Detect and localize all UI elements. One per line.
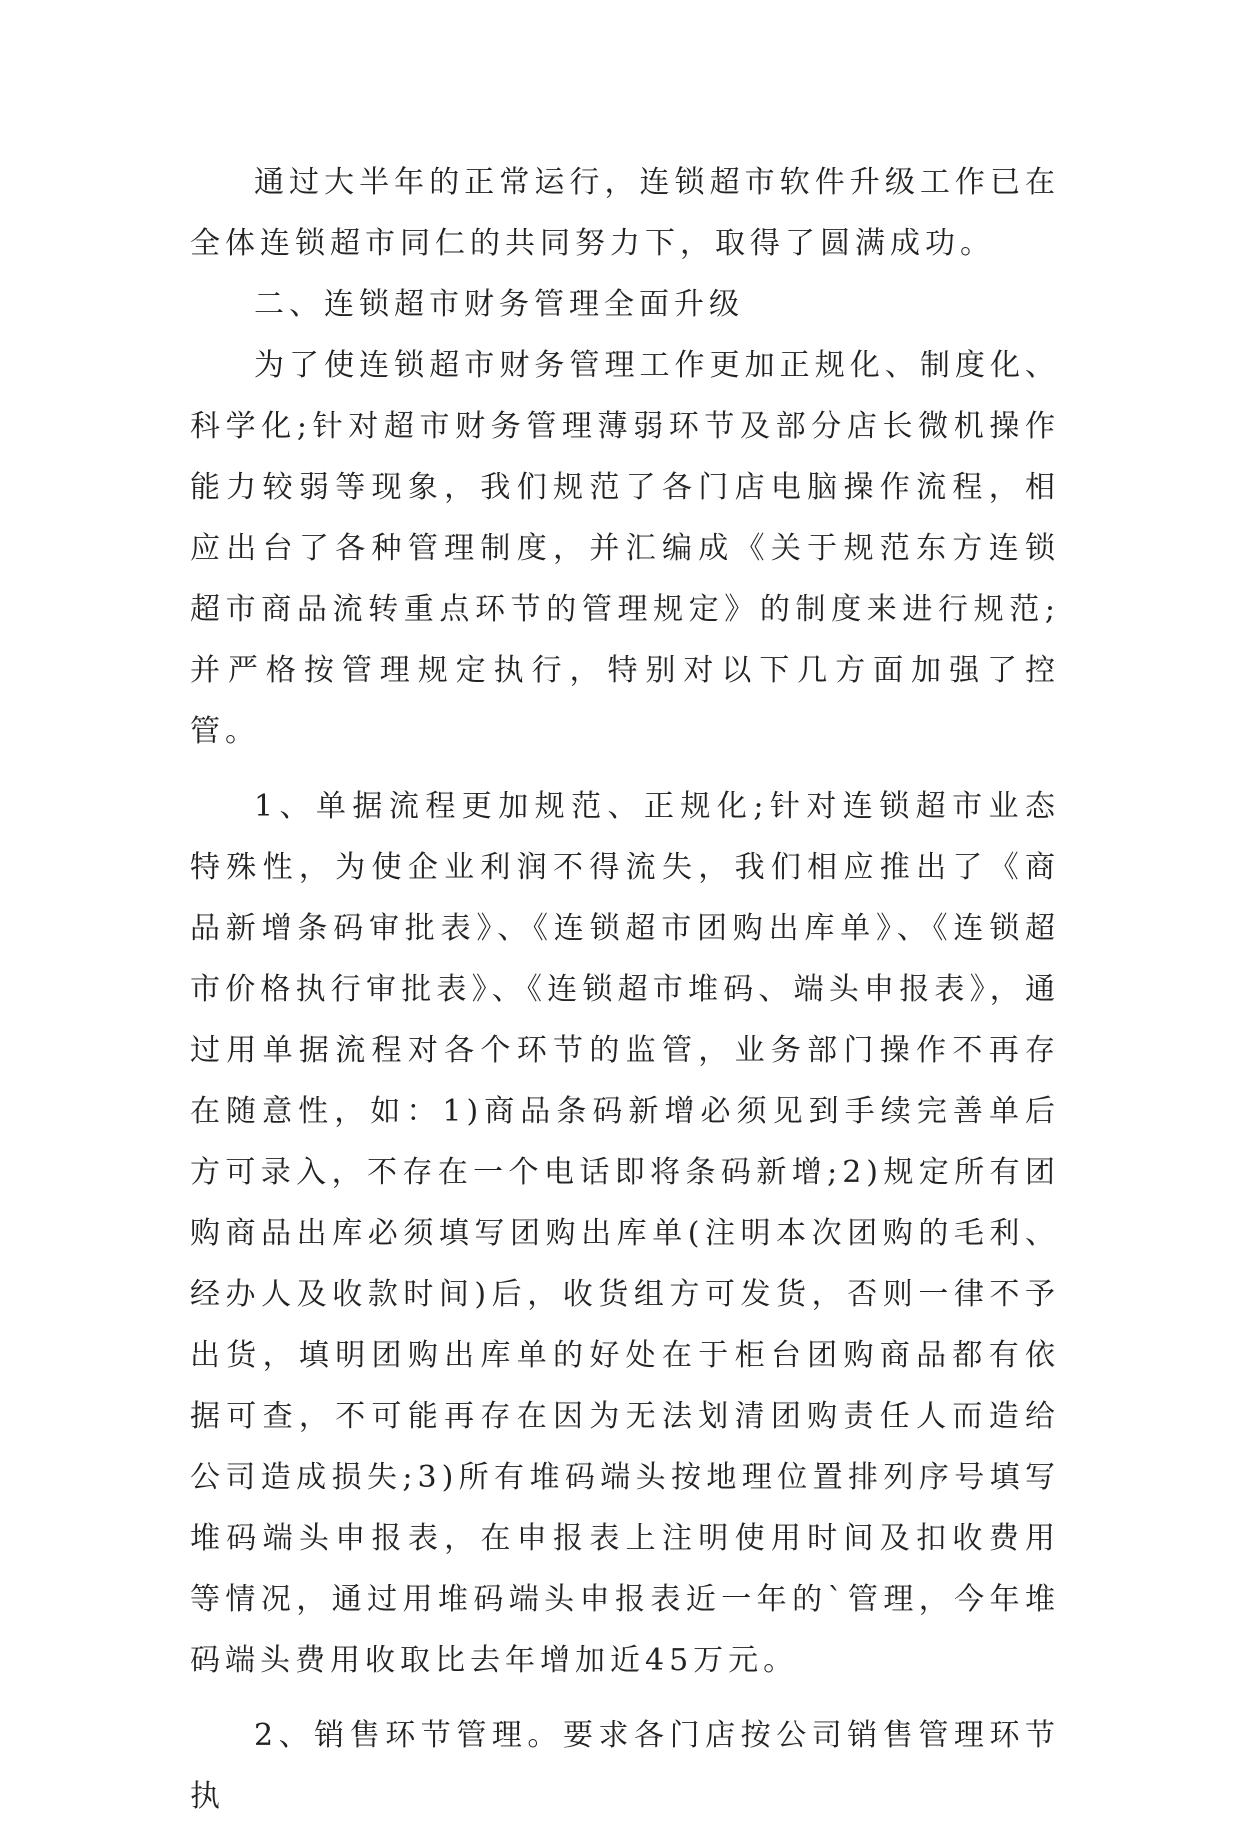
paragraph-summary: 通过大半年的正常运行，连锁超市软件升级工作已在全体连锁超市同仁的共同努力下，取得了圆满成功。 <box>190 165 1060 261</box>
document-body <box>190 152 1060 1827</box>
paragraph-document-flow: 1、单据流程更加规范、正规化;针对连锁超市业态特殊性，为使企业利润不得流失，我们相应推出了《商品新增条码审批表》、《连锁超市团购出库单》、《连锁超市价格执行审批表》、《连锁超市堆码、端头申报表》，通过用单据流程对各个环节的监管，业务部门操作不再存在随意性，如：1)商品条码新增必须见到手续完善单后方可录入，不存在一个电话即将条码新增;2)规定所有团购商品出库必须填写团购出库单(注明本次团购的毛利、经办人及收款时间)后，收货组方可发货，否则一律不予出货，填明团购出库单的好处在于柜台团购商品都有依据可查，不可能再存在因为无法划清团购责任人而造给公司造成损失;3)所有堆码端头按地理位置排列序号填写堆码端头申报表，在申报表上注明使用时间及扣收费用等情况，通过用堆码端头申报表近一年的`管理，今年堆码端头费用收取比去年增加近45万元。 <box>190 789 1060 1678</box>
paragraph-finance-upgrade: 为了使连锁超市财务管理工作更加正规化、制度化、科学化;针对超市财务管理薄弱环节及部分店长微机操作能力较弱等现象，我们规范了各门店电脑操作流程，相应出台了各种管理制度，并汇编成《关于规范东方连锁超市商品流转重点环节的管理规定》的制度来进行规范;并严格按管理规定执行，特别对以下几方面加强了控管。 <box>190 348 1060 749</box>
section-heading: 二、连锁超市财务管理全面升级 <box>254 287 744 322</box>
paragraph-sales-management: 2、销售环节管理。要求各门店按公司销售管理环节执 <box>190 1718 1060 1814</box>
